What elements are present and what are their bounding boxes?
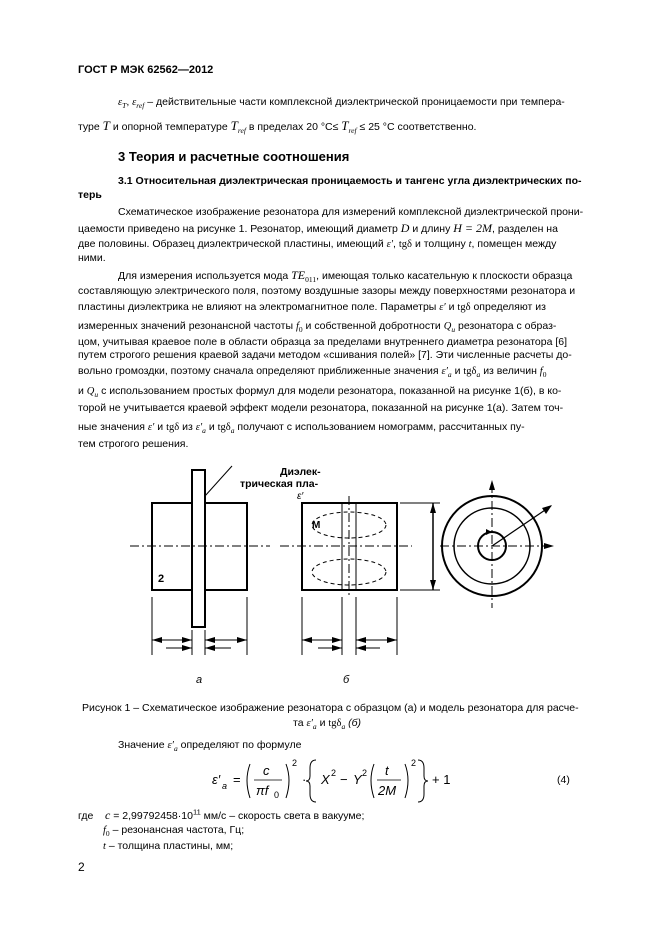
svg-text:ε′: ε′	[212, 772, 221, 787]
svg-text:2: 2	[292, 758, 298, 768]
figure-caption-line2: та $\varepsilon'_a$ и tgδ$_a$ (б)	[293, 717, 362, 732]
para2-line11: тем строгого решения.	[78, 438, 189, 450]
label-b: б	[343, 674, 350, 686]
para2-line7: вольно громоздки, поэтому сначала определяют приближенные значения $\varepsilon'_a$ и tgδ$_a$ из величин $f_0$	[78, 365, 547, 380]
para1-line2: цаемости приведено на рисунке 1. Резонатор, имеющий диаметр D и длину H = 2M, разделен на	[78, 221, 558, 235]
svg-text:2: 2	[411, 758, 417, 768]
where-c: где $c = 2,99792458\cdot 10^{11}$ мм/с – скорость света в вакууме;	[78, 807, 365, 822]
para2-line5: цом, учитывая краевое поле в области образца за пределами внутреннего диаметра резонатора [6]	[78, 336, 568, 348]
formula-intro: Значение $\varepsilon'_a$ определяют по формуле	[118, 739, 302, 754]
figure-caption-line1: Рисунок 1 – Схематическое изображение резонатора с образцом (а) и модель резонатора для расче-	[82, 702, 579, 714]
page-number: 2	[78, 860, 85, 874]
svg-text:t: t	[385, 763, 389, 778]
document-header: ГОСТ Р МЭК 62562—2012	[78, 64, 214, 76]
svg-text:c: c	[263, 763, 270, 778]
where-f0: $f_0$ – резонансная частота, Гц;	[103, 824, 245, 839]
svg-text:·: ·	[302, 772, 307, 787]
svg-text:−: −	[340, 772, 348, 787]
svg-text:2: 2	[362, 768, 368, 778]
resonator-figure	[0, 455, 661, 690]
para2-line1: Для измерения используется мода $TE_{011}$, имеющая только касательную к плоскости образца	[118, 268, 573, 285]
svg-text:a: a	[222, 781, 228, 791]
plate-label-line2: трическая пла-	[240, 478, 319, 490]
svg-text:=: =	[233, 772, 241, 787]
label-2: 2	[158, 573, 165, 585]
intro-line-2: туре T и опорной температуре $T_{ref}$ в пределах 20 $^\circ С\le T_{ref} \le 25$ °С соответственно.	[78, 118, 477, 136]
para2-line2: составляющую электрического поля, поэтому воздушные зазоры между поверхностями резонатора и	[78, 285, 576, 297]
dielectric-plate	[192, 470, 205, 627]
formula-number: (4)	[557, 774, 570, 786]
plate-label-line1: Диэлек-	[280, 466, 321, 478]
svg-text:πf: πf	[256, 783, 269, 798]
label-a: а	[196, 674, 203, 686]
svg-text:0: 0	[274, 790, 280, 800]
svg-text:+ 1: + 1	[432, 772, 451, 787]
para1-line4: ними.	[78, 252, 106, 264]
plate-leader-line	[205, 466, 232, 496]
svg-text:2: 2	[331, 768, 337, 778]
intro-line-1: $\varepsilon_T$, $\varepsilon_{ref}$ – действительные части комплексной диэлектрической проницаемости при темпера-	[118, 96, 565, 111]
section-title: 3 Теория и расчетные соотношения	[118, 149, 350, 164]
para2-line4: измеренных значений резонансной частоты $f_0$ и собственной добротности $Q_u$ резонатора с образ-	[78, 320, 557, 335]
para2-line9: торой не учитывается краевой эффект модели резонатора, показанной на рисунке 1(а). Затем точ-	[78, 402, 564, 414]
svg-text:Y: Y	[353, 772, 362, 787]
svg-text:X: X	[321, 772, 330, 787]
para2-line10: ные значения ε′ и tgδ из $\varepsilon'_a$ и tgδ$_a$ получают с использованием номограмм, рассчитанных пу-	[78, 421, 525, 436]
where-t: t – толщина пластины, мм;	[103, 840, 234, 852]
plate-label-eps: ε′	[297, 491, 304, 502]
subsection-title-cont: терь	[78, 189, 102, 201]
para2-line8: и $Q_u$ с использованием простых формул для модели резонатора, показанной на рисунке 1(б), в ко-	[78, 385, 562, 400]
para1-line3: две половины. Образец диэлектрической пластины, имеющий ε′, tgδ и толщину t, помещен между	[78, 238, 557, 250]
para2-line6: путем строгого решения краевой задачи методом «сшивания полей» [7]. Эти численные расчеты до-	[78, 349, 572, 361]
subsection-title: 3.1 Относительная диэлектрическая проницаемость и тангенс угла диэлектрических по-	[118, 175, 582, 187]
svg-text:2M: 2M	[378, 783, 397, 798]
label-M: M	[312, 520, 321, 531]
formula-4	[200, 752, 460, 808]
para1-line1: Схематическое изображение резонатора для измерений комплексной диэлектрической прони-	[118, 206, 584, 218]
para2-line3: пластины диэлектрика не влияют на электромагнитное поле. Параметры ε′ и tgδ определяют из	[78, 301, 546, 313]
